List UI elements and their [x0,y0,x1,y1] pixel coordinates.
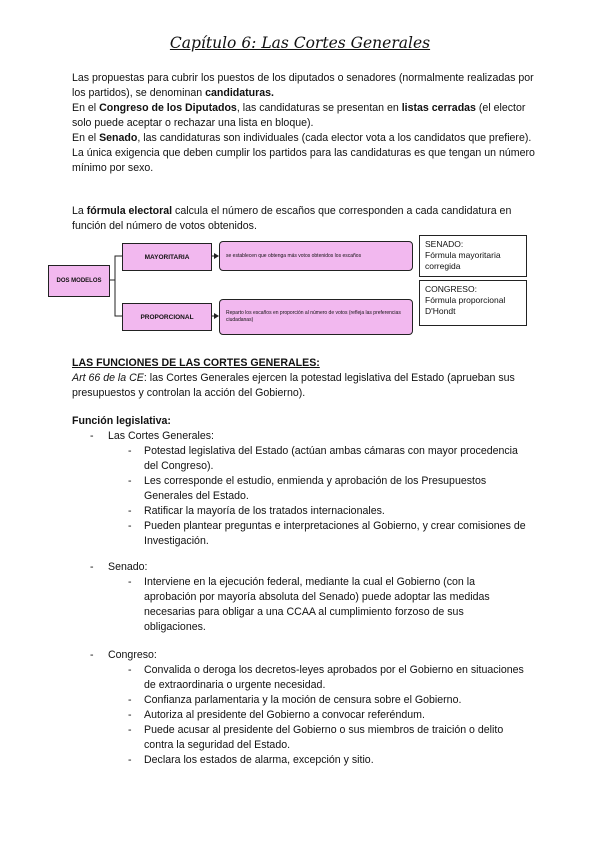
funciones-heading: LAS FUNCIONES DE LAS CORTES GENERALES: [72,357,320,369]
list-item: - Les corresponde el estudio, enmienda y aprobación de los Presupuestos Generales del Estado. [128,474,528,504]
congreso-formula: Fórmula proporcional D'Hondt [425,295,506,316]
cortes-list [128,444,528,549]
list-item: - Interviene en la ejecución federal, mediante la cual el Gobierno (con la aprobación por mayoría absoluta del Senado) puede adoptar las medidas necesarias para obligar a una CCAA al cumplimiento forzoso de sus obligaciones. [128,575,528,635]
senado-list [128,575,528,635]
dos-modelos-box: DOS MODELOS [48,265,110,297]
mayoritaria-box: MAYORITARIA [122,243,212,271]
cortes-label: - Las Cortes Generales: [90,429,540,444]
intro-block [72,71,542,176]
legislativa-heading: Función legislativa: [72,415,171,427]
funciones-section [72,356,542,401]
senado-title: SENADO: [425,239,464,249]
proporcional-desc: Reparto los escaños en proporción al número de votos (refleja las preferencias ciudadanas) [219,299,413,335]
intro-candidaturas: Las propuestas para cubrir los puestos de los diputados o senadores (normalmente realizadas por los partidos), se denominan candidaturas. [72,72,534,99]
list-item: - Autoriza al presidente del Gobierno a convocar referéndum. [128,708,528,723]
formula-paragraph: La fórmula electoral calcula el número de escaños que corresponden a cada candidatura en función del número de votos obtenidos. [72,205,512,232]
list-item: - Potestad legislativa del Estado (actúan ambas cámaras con mayor procedencia del Congreso). [128,444,528,474]
intro-sexo: La única exigencia que deben cumplir los partidos para las candidaturas es que tengan un número mínimo por sexo. [72,147,535,174]
senado-label: - Senado: [90,560,540,575]
list-item: - Convalida o deroga los decretos-leyes aprobados por el Gobierno en situaciones de extraordinaria o urgente necesidad. [128,663,528,693]
list-item: - Declara los estados de alarma, excepción y sitio. [128,753,528,768]
list-item: - Pueden plantear preguntas e interpretaciones al Gobierno, y crear comisiones de Investigación. [128,519,528,549]
mayoritaria-desc: se establecen que obtenga más votos obtenidos los escaños [219,241,413,271]
congreso-label: - Congreso: [90,648,540,663]
list-item: - Ratificar la mayoría de los tratados internacionales. [128,504,528,519]
senado-formula-box [419,235,527,277]
list-item: - Confianza parlamentaria y la moción de censura sobre el Gobierno. [128,693,528,708]
intro-congreso: En el Congreso de los Diputados, las candidaturas se presentan en listas cerradas (el elector solo puede aceptar o rechazar una lista en bloque). [72,102,526,129]
congreso-title: CONGRESO: [425,284,477,294]
senado-formula: Fórmula mayoritaria corregida [425,250,501,271]
intro-senado: En el Senado, las candidaturas son individuales (cada elector vota a los candidatos que prefiere). [72,132,532,144]
list-item: - Puede acusar al presidente del Gobierno o sus miembros de traición o delito contra la seguridad del Estado. [128,723,528,753]
congreso-formula-box [419,280,527,326]
page-title: Capítulo 6: Las Cortes Generales [169,34,431,52]
art66-paragraph: Art 66 de la CE: las Cortes Generales ejercen la potestad legislativa del Estado (aprueban sus presupuestos y controlan la acción del Gobierno). [72,372,515,399]
proporcional-box: PROPORCIONAL [122,303,212,331]
congreso-list [128,663,528,768]
